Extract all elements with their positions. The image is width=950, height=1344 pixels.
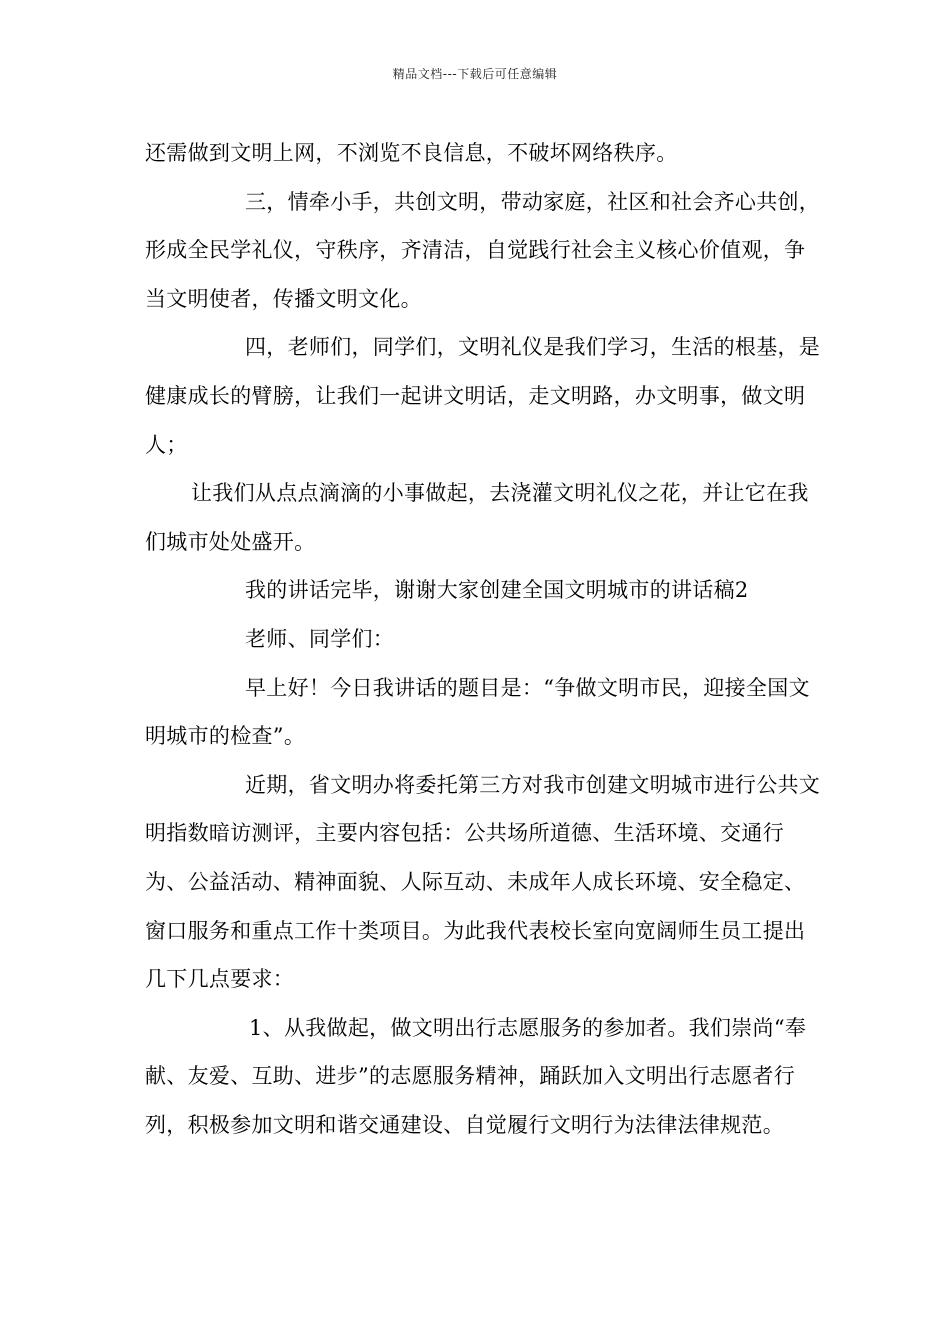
paragraph: 我的讲话完毕，谢谢大家创建全国文明城市的讲话稿2 [245, 578, 749, 603]
paragraph: 老师、同学们： [245, 626, 395, 651]
paragraph: 近期，省文明办将委托第三方对我市创建文明城市进行公共文明指数暗访测评，主要内容包括：公共场所道德、生活环境、交通行为、公益活动、精神面貌、人际互动、未成年人成长环境、安全稳定、窗口服务和重点工作十类项目。为此我代表校长室向宽阔师生员工提出几下几点要求： [145, 772, 821, 992]
paragraph: 早上好！今日我讲话的题目是：“争做文明市民，迎接全国文明城市的检查”。 [145, 675, 810, 749]
page-header: 精品文档---下载后可任意编辑 [392, 67, 558, 81]
paragraph: 三，情牵小手，共创文明，带动家庭，社区和社会齐心共创，形成全民学礼仪，守秩序，齐清洁，自觉践行社会主义核心价值观，争当文明使者，传播文明文化。 [145, 189, 821, 311]
paragraph: 1、从我做起，做文明出行志愿服务的参加者。我们崇尚“奉献、友爱、互助、进步”的志愿服务精神，踊跃加入文明出行志愿者行列，积极参加文明和谐交通建设、自觉履行文明行为法律法律规范。 [145, 1015, 807, 1137]
document-body [145, 129, 825, 1149]
paragraph: 四，老师们，同学们，文明礼仪是我们学习，生活的根基，是健康成长的臂膀，让我们一起讲文明话，走文明路，办文明事，做文明人； [145, 335, 821, 457]
paragraph: 还需做到文明上网，不浏览不良信息，不破坏网络秩序。 [145, 141, 678, 165]
paragraph: 让我们从点点滴滴的小事做起，去浇灌文明礼仪之花，并让它在我们城市处处盛开。 [145, 481, 809, 554]
